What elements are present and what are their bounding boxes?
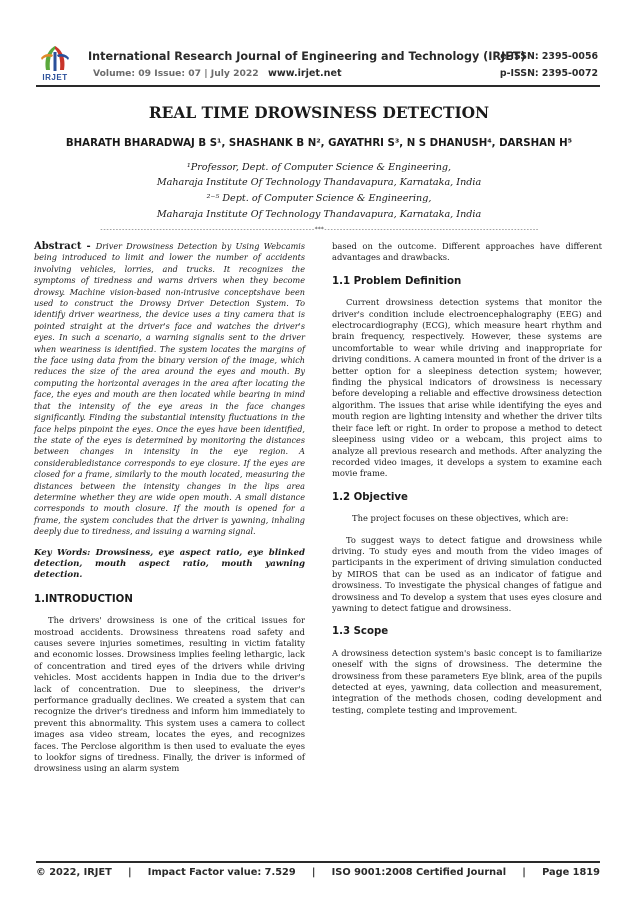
abstract <box>34 241 305 538</box>
irjet-logo-icon <box>38 44 72 74</box>
abstract-body: Driver Drowsiness Detection by Using Webcamis being introduced to limit and lower the number of accidents involving vehicles, lorries, and trucks. It recognizes the symptoms of tiredness and warns drivers when they become drowsy. Machine vision-based non-intrusive conceptshave been used to construct the Drowsy Driver Detection System. To identify driver weariness, the device uses a tiny camera that is pointed straight at the driver's face and watches the driver's eyes. In such a scenario, a warning signalis sent to the driver when weariness is identified. The system locates the margins of the face using data from the binary version of the image, which reduces the size of the area around the eyes and mouth. By computing the horizontal averages in the area after locating the face, the eyes and mouth are then located while bearing in mind that the intensity of the eye areas in the face changes significantly. Finding the substantial intensity fluctuations in the face helps pinpoint the eyes. Once the eyes have been identified, the state of the eyes is determined by monitoring the distances between changes in intensity in the eye region. A considerabledistance corresponds to eye closure. If the eyes are closed for a frame, similarly to the mouth located, measuring the distances between the intensity changes in the lips area determine whether they are wide open mouth. A small distance corresponds to mouth closure. If the mouth is opened for a frame, the system concludes that the driver is yawning, inhaling deeply due to tiredness, and issuing a warning signal. <box>34 241 305 537</box>
section-heading-scope: 1.3 Scope <box>332 626 389 638</box>
volume-issue: Volume: 09 Issue: 07 | July 2022 <box>93 68 259 79</box>
footer-separator: | <box>311 867 316 878</box>
e-issn: e-ISSN: 2395-0056 <box>500 51 598 62</box>
scope-paragraph: A drowsiness detection system's basic concept is to familiarize oneself with the signs of drowsiness. The determine the drowsiness from these parameters Eye blink, area of the pupils detected at eyes, yawning, data collection and measurement, integration of the methods chosen, coding development and testing, complete testing and improvement. <box>332 647 602 715</box>
affiliation-line-4: Maharaja Institute Of Technology Thandavapura, Karnataka, India <box>156 209 482 220</box>
footer-separator: | <box>128 867 132 878</box>
footer-impact-factor: Impact Factor value: 7.529 <box>147 867 296 878</box>
footer-iso: ISO 9001:2008 Certified Journal <box>331 867 507 878</box>
irjet-logo <box>38 44 72 84</box>
section-heading-objective: 1.2 Objective <box>332 491 408 503</box>
section-heading-problem-definition: 1.1 Problem Definition <box>332 275 462 287</box>
affiliation-line-3: ²⁻⁵ Dept. of Computer Science & Engineering, <box>206 193 432 204</box>
p-issn: p-ISSN: 2395-0072 <box>499 68 598 79</box>
journal-header <box>0 0 638 88</box>
journal-title: International Research Journal of Engineering and Technology (IRJET) <box>88 50 526 63</box>
journal-website: www.irjet.net <box>268 68 342 79</box>
keywords: Key Words: Drowsiness, eye aspect ratio, eye blinked detection, mouth aspect ratio, mouth yawning detection. <box>34 547 305 581</box>
introduction-paragraph: The drivers' drowsiness is one of the critical issues for mostroad accidents. Drowsiness threatens road safety and causes severe injuries sometimes, resulting in victim fatality and economic losses. Drowsiness implies feeling lethargic, lack of concentration and tired eyes of the drivers while driving vehicles. Most accidents happen in India due to the driver's lack of concentration. Due to sleepiness, the driver's performance gradually declines. We created a system that can recognize the driver's tiredness and inform him immediately to prevent this abnormality. This system uses a camera to collect images asa video stream, locates the eyes, and recognizes faces. The Perclose algorithm is then used to evaluate the eyes to lookfor signs of tiredness. Finally, the driver is informed of drowsiness using an alarm system <box>34 615 305 774</box>
page-footer <box>36 867 600 881</box>
affiliation-line-1: ¹Professor, Dept. of Computer Science & Engineering, <box>186 162 452 173</box>
paper-title: REAL TIME DROWSINESS DETECTION <box>148 104 490 122</box>
right-column <box>332 241 602 716</box>
logo-text: IRJET <box>42 73 68 82</box>
paper-authors: BHARATH BHARADWAJ B S¹, SHASHANK B N², GAYATHRI S³, N S DHANUSH⁴, DARSHAN H⁵ <box>65 138 573 149</box>
left-column <box>34 241 305 775</box>
objective-intro: The project focuses on these objectives, which are: <box>352 513 569 524</box>
footer-page-number: Page 1819 <box>542 867 600 878</box>
header-rule <box>36 85 600 87</box>
footer-copyright: © 2022, IRJET <box>36 867 112 878</box>
section-heading-introduction: 1.INTRODUCTION <box>34 593 133 605</box>
problem-definition-paragraph: Current drowsiness detection systems that monitor the driver's condition include electroencephalography (EEG) and electrocardiography (ECG), which measure heart rhythm and brain frequency, respectively. However, these systems are uncomfortable to wear while driving and inappropriate for driving conditions. A camera mounted in front of the driver is a better option for a sleepiness detection system; however, finding the physical indicators of drowsiness is necessary before developing a reliable and effective drowsiness detection algorithm. The issues that arise while identifying the eyes and mouth region are lighting intensity and whether the driver tilts their face left or right. In order to propose a method to detect sleepiness using video or a webcam, this project aims to analyze all previous research and methods. After analyzing the recorded video images, it develops a system to examine each movie frame. <box>332 297 602 479</box>
footer-rule <box>36 861 600 863</box>
introduction-continued: based on the outcome. Different approaches have different advantages and drawbacks. <box>332 241 602 263</box>
footer-separator: | <box>522 867 526 878</box>
affiliation-line-2: Maharaja Institute Of Technology Thandavapura, Karnataka, India <box>156 177 482 188</box>
objective-paragraph: To suggest ways to detect fatigue and drowsiness while driving. To study eyes and mouth from the video images of participants in the experiment of driving simulation conducted by MIROS that can be used as an indicator of fatigue and drowsiness. To investigate the physical changes of fatigue and drowsiness and To develop a system that uses eyes closure and yawning to detect fatigue and drowsiness. <box>332 534 602 613</box>
abstract-heading: Abstract - <box>34 241 96 252</box>
section-separator: ---------------------------------------------------------------------***--------------------------------------------------------------------- <box>99 226 539 233</box>
